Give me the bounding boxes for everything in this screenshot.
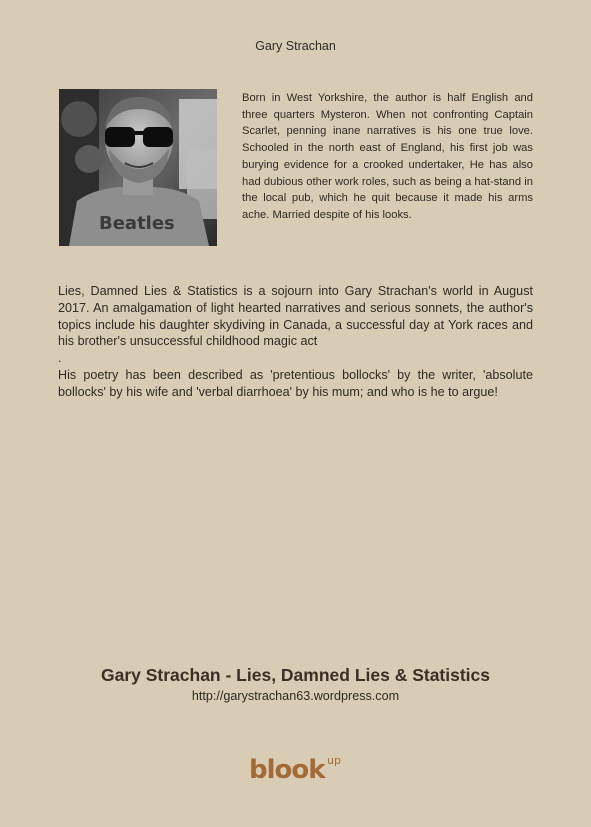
author-bio: Born in West Yorkshire, the author is half English and three quarters Mysteron. When not confronting Captain Scarlet, penning inane narratives is his one true love. Schooled in the north east of England, his first job was burying evidence for a crooked undertaker, He has also had dubious other work roles, such as being a hat-stand in the local pub, which he quit because it made his arms ache. Married despite of his looks.	[242, 92, 533, 221]
author-website-url[interactable]: http://garystrachan63.wordpress.com	[191, 689, 400, 703]
author-photo	[59, 89, 217, 246]
author-name-header: Gary Strachan	[255, 39, 336, 53]
logo-wordmark: blook	[249, 755, 325, 784]
blurb-paragraph-1: Lies, Damned Lies & Statistics is a sojourn into Gary Strachan's world in August 2017. An amalgamation of light hearted narratives and serious sonnets, the author's topics include his daughter skydiving in Canada, a successful day at York races and his brother's unsuccessful childhood magic act	[58, 284, 533, 349]
blurb-paragraph-2: His poetry has been described as 'pretentious bollocks' by the writer, 'absolute bollocks' by his wife and 'verbal diarrhoea' by his mum; and who is he to argue!	[58, 367, 533, 399]
book-blurb	[58, 283, 533, 401]
logo-superscript: up	[327, 754, 341, 767]
book-title: Gary Strachan - Lies, Damned Lies & Statistics	[100, 665, 491, 685]
blurb-dot: .	[58, 351, 62, 366]
svg-text:Beatles: Beatles	[99, 213, 175, 234]
blookup-logo	[249, 750, 349, 784]
